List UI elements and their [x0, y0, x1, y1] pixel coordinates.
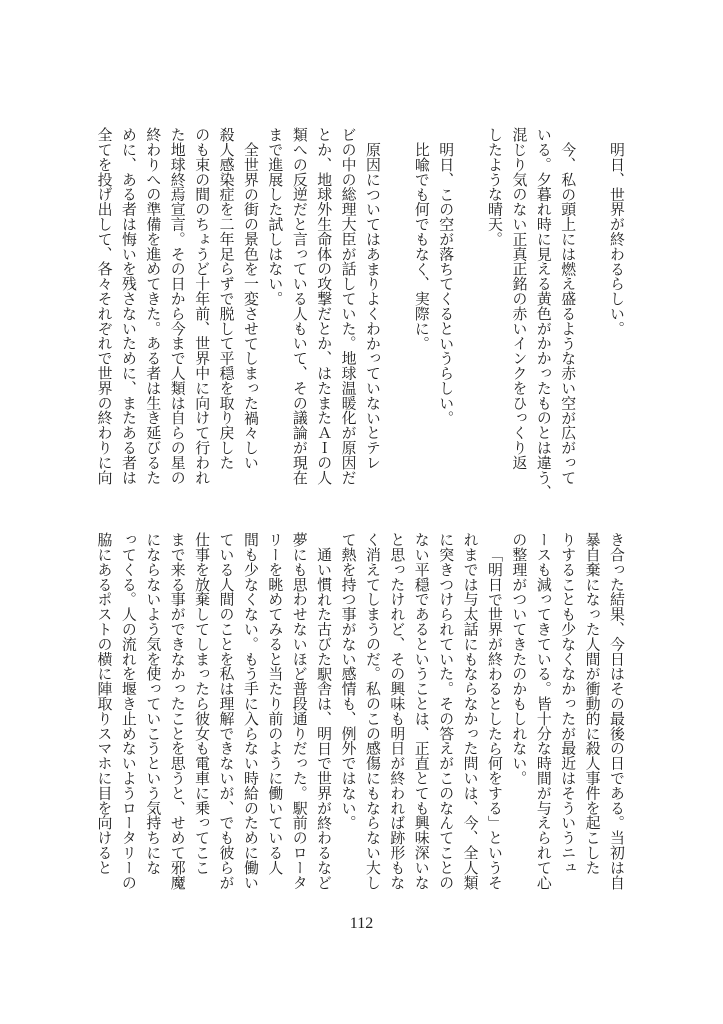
text-column: 夢にも思わせないほど普段通りだった。駅前のロータ [290, 532, 309, 890]
text-column: まで進展した試しはない。 [266, 127, 285, 306]
text-column: 比喩でも何でもなく、実際に。 [412, 141, 431, 351]
text-column: の整理がついてきたのかもしれない。 [510, 532, 529, 786]
text-column: 明日、世界が終わるらしい。 [608, 141, 626, 336]
text-column: た地球終焉宣言。その日から今まで人類は自らの星の [168, 127, 187, 485]
text-column: ている人間のことを私は理解できないが、でも彼らが [217, 532, 236, 890]
text-column: ってくる。人の流れを堰き止めないようロータリーの [119, 532, 138, 890]
text-block-top [92, 127, 629, 500]
text-column: 類への反逆だと言っている人もいて、その議論が現在 [290, 127, 309, 485]
text-column: 終わりへの準備を進めてきた。ある者は生き延びるた [144, 127, 163, 485]
text-column: いる。夕暮れ時に見える黄色がかかったものとは違う、 [534, 127, 553, 500]
page-number: 112 [349, 915, 374, 932]
text-column: ビの中の総理大臣が話していた。地球温暖化が原因だ [339, 127, 358, 485]
text-column: したような晴天。 [485, 127, 504, 247]
text-block-bottom [92, 532, 629, 892]
text-column: まで来る事ができなかったことを思うと、せめて邪魔 [168, 532, 187, 890]
text-column: 暴自棄になった人間が衝動的に殺人事件を起こした [583, 532, 602, 875]
text-column: と思ったけれど、その興味も明日が終われば跡形もな [388, 532, 407, 890]
text-column: リーを眺めてみると当たり前のように働いている人 [266, 532, 285, 875]
text-column: ースも減ってきている。皆十分な時間が与えられて心 [534, 532, 553, 890]
text-column: て熱を持つ事がない感情も、例外ではない。 [339, 532, 358, 830]
text-column: 今、私の頭上には燃え盛るような赤い空が広がって [559, 141, 578, 485]
text-column: 明日、この空が落ちてくるというらしい。 [437, 141, 456, 425]
text-column: 殺人感染症を二年足らずで脱して平穏を取り戻した [217, 127, 236, 470]
text-column: く消えてしまうのだ。私のこの感傷にもならない大し [363, 532, 382, 890]
text-column: 全世界の街の景色を一変させてしまった禍々しい [241, 141, 260, 470]
text-column: き合った結果、今日はその最後の日である。当初は自 [608, 532, 626, 890]
text-column: 混じり気のない正真正銘の赤いインクをひっくり返 [510, 127, 529, 470]
text-column: にならないよう気を使っていこうという気持ちにな [144, 532, 163, 875]
text-column: めに、ある者は悔いを残さないために、またある者は [119, 127, 138, 485]
text-column: 間も少なくない。もう手に入らない時給のために働い [241, 532, 260, 890]
text-column: 脇にあるポストの横に陣取りスマホに目を向けると [95, 532, 114, 875]
blank-line [385, 127, 409, 487]
text-column: 原因についてはあまりよくわかっていないとテレ [363, 141, 382, 470]
blank-line [580, 127, 604, 487]
text-column: 仕事を放棄してしまったら彼女も電車に乗ってここ [193, 532, 212, 875]
text-column: に突きつけられていた。その答えがこのなんてことの [437, 532, 456, 890]
text-column: のも束の間のちょうど十年前、世界中に向けて行われ [193, 127, 212, 485]
text-column: 通い慣れた古びた駅舎は、明日で世界が終わるなど [315, 546, 334, 890]
text-column: 「明日で世界が終わるとしたら何をする」というそ [485, 546, 504, 890]
blank-line [458, 127, 482, 487]
text-column: 全てを投げ出して、各々それぞれで世界の終わりに向 [95, 127, 114, 485]
text-column: れまでは与太話にもならなかった問いは、今、全人類 [461, 532, 480, 890]
text-column: りすることも少なくなかったが最近はそういうニュ [559, 532, 578, 875]
text-column: ない平穏であるということは、正直とても興味深いな [412, 532, 431, 890]
text-column: とか、地球外生命体の攻撃だとか、はたまたＡＩの人 [315, 127, 334, 485]
